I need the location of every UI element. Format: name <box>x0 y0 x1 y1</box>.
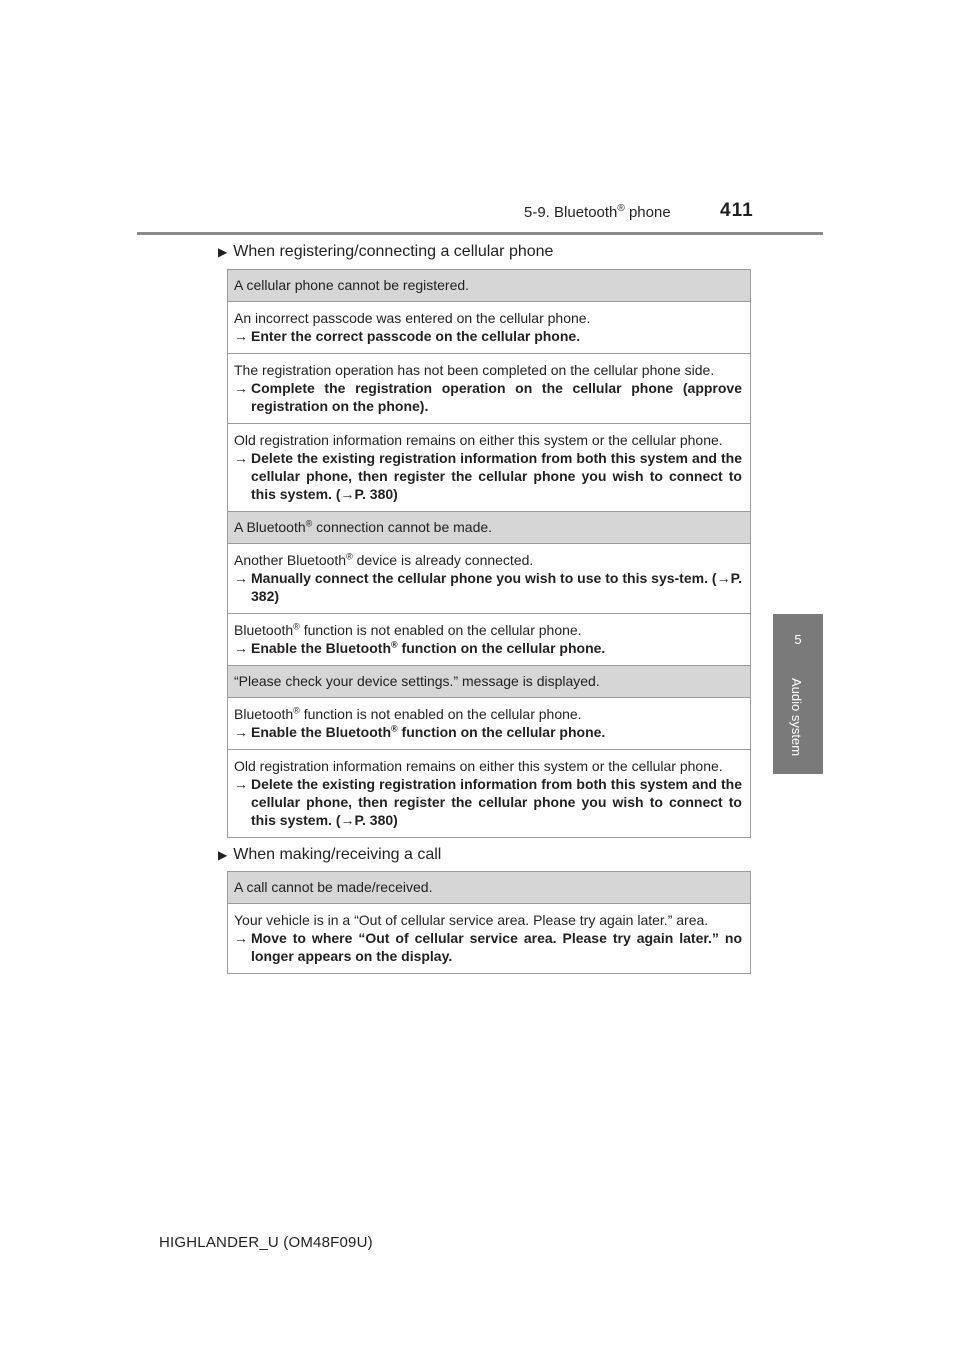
section-heading-calling: ▶ When making/receiving a call <box>218 846 442 863</box>
cause-cell: Old registration information remains on either this system or the cellular phone. → Delete the existing registration information from both this system and the cellular phone, then register the cellular phone you wish to connect to this system. (→P. 380) <box>228 424 751 512</box>
cause-cell: Another Bluetooth® device is already connected. → Manually connect the cellular phone you wish to use to this sys-tem. (→P. 382) <box>228 544 751 614</box>
problem-header: A Bluetooth® connection cannot be made. <box>228 512 751 544</box>
cause-cell: Your vehicle is in a “Out of cellular service area. Please try again later.” area. → Move to where “Out of cellular service area. Please try again later.” no longer appears on the display. <box>228 904 751 974</box>
arrow-icon: → <box>234 328 248 344</box>
arrow-icon: → <box>234 930 248 946</box>
page-reference: P. 382) <box>251 570 742 604</box>
cause-cell: The registration operation has not been completed on the cellular phone side. → Complete the registration operation on the cellular phone (approve registration on the phone). <box>228 354 751 424</box>
arrow-icon: → <box>234 380 248 396</box>
troubleshooting-table-calling <box>227 871 751 974</box>
ref-arrow-icon: → <box>716 570 731 586</box>
ref-arrow-icon: → <box>340 486 355 502</box>
problem-header: A cellular phone cannot be registered. <box>228 270 751 302</box>
cause-cell: Bluetooth® function is not enabled on the cellular phone. → Enable the Bluetooth® function on the cellular phone. <box>228 698 751 750</box>
problem-header: “Please check your device settings.” message is displayed. <box>228 666 751 698</box>
cause-cell: An incorrect passcode was entered on the cellular phone. → Enter the correct passcode on the cellular phone. <box>228 302 751 354</box>
triangle-bullet-icon: ▶ <box>218 848 228 862</box>
page-reference: P. 380) <box>354 486 398 502</box>
triangle-bullet-icon: ▶ <box>218 245 228 259</box>
arrow-icon: → <box>234 570 248 586</box>
page-reference: P. 380) <box>354 812 398 828</box>
arrow-icon: → <box>234 724 248 740</box>
problem-header: A call cannot be made/received. <box>228 872 751 904</box>
arrow-icon: → <box>234 776 248 792</box>
arrow-icon: → <box>234 640 248 656</box>
manual-footer: HIGHLANDER_U (OM48F09U) <box>159 1234 373 1251</box>
arrow-icon: → <box>234 450 248 466</box>
troubleshooting-table-registering <box>227 269 751 838</box>
page-number: 411 <box>720 200 754 221</box>
chapter-tab-number: 5 <box>773 614 823 674</box>
chapter-tab <box>773 674 823 774</box>
cause-cell: Old registration information remains on either this system or the cellular phone. → Delete the existing registration information from both this system and the cellular phone, then register the cellular phone you wish to connect to this system. (→P. 380) <box>228 750 751 838</box>
section-title: 5-9. Bluetooth® phone <box>524 203 671 221</box>
cause-cell: Bluetooth® function is not enabled on the cellular phone. → Enable the Bluetooth® function on the cellular phone. <box>228 614 751 666</box>
section-heading-registering: ▶ When registering/connecting a cellular phone <box>218 243 554 260</box>
header-divider <box>137 232 823 235</box>
chapter-tab-label: Audio system <box>789 678 804 757</box>
ref-arrow-icon: → <box>340 812 355 828</box>
